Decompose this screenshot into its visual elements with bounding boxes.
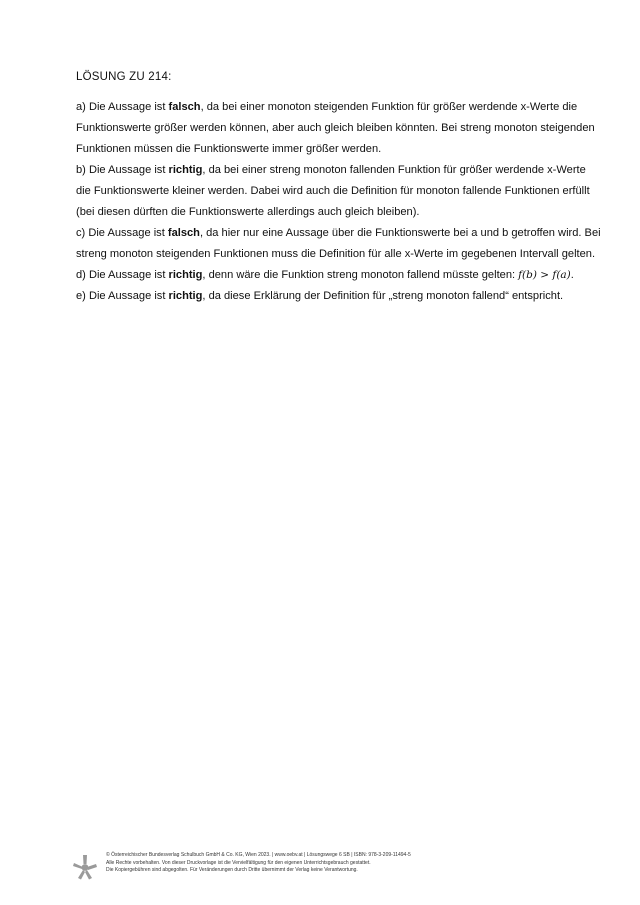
solution-a-prefix: a) Die Aussage ist <box>76 101 169 113</box>
solution-c-line-2: streng monoton steigenden Funktionen muss die Definition für alle x-Werte im gegebenen Intervall gelten. <box>76 248 596 260</box>
solution-d-text: , denn wäre die Funktion streng monoton fallend müsste gelten: <box>202 269 519 281</box>
solution-a-line-2: Funktionswerte größer werden können, aber auch gleich bleiben könnten. Bei streng monoton steigenden <box>76 122 595 134</box>
solution-a-text: , da bei einer monoton steigenden Funktion für größer werdende x-Werte die <box>200 101 578 113</box>
solution-b-prefix: b) Die Aussage ist <box>76 164 169 176</box>
copyright-line-3: Die Kopiergebühren sind abgegolten. Für Veränderungen durch Dritte übernimmt der Verlag keine Verantwortung. <box>106 867 358 874</box>
copyright-notice <box>106 852 411 875</box>
solution-a-verdict: falsch <box>168 101 201 113</box>
copyright-line-2: Alle Rechte vorbehalten. Von dieser Druckvorlage ist die Vervielfältigung für den eigenen Unterrichtsgebrauch gestattet. <box>106 859 371 866</box>
solution-e-text: , da diese Erklärung der Definition für „streng monoton fallend“ entspricht. <box>202 290 564 302</box>
solution-body <box>76 97 601 307</box>
solution-b-line-2: die Funktionswerte kleiner werden. Dabei wird auch die Definition für monoton fallende Funktionen erfüllt <box>76 185 590 197</box>
page-footer <box>72 852 592 882</box>
solution-d-line-1 <box>76 265 596 286</box>
solution-c-verdict: falsch <box>167 227 200 239</box>
publisher-logo-icon <box>72 854 98 880</box>
solution-e-verdict: richtig <box>168 290 203 302</box>
solution-b-line-3: (bei diesen dürften die Funktionswerte allerdings auch gleich bleiben). <box>76 206 420 218</box>
solution-d-prefix: d) Die Aussage ist <box>76 269 169 281</box>
solution-b-verdict: richtig <box>168 164 203 176</box>
solution-e-prefix: e) Die Aussage ist <box>76 290 169 302</box>
solution-a-line-3: Funktionen müssen die Funktionswerte immer größer werden. <box>76 143 382 155</box>
solution-heading: LÖSUNG ZU 214: <box>76 71 172 83</box>
solution-c-line-1 <box>76 223 601 244</box>
solution-a-line-1 <box>76 97 596 118</box>
solution-c-text: , da hier nur eine Aussage über die Funktionswerte bei a und b getroffen wird. Bei <box>199 227 601 239</box>
solution-b-text: , da bei einer streng monoton fallenden Funktion für größer werdende x-Werte <box>202 164 586 176</box>
solution-d-verdict: richtig <box>168 269 203 281</box>
solution-d-period: . <box>570 269 574 281</box>
solution-c-prefix: c) Die Aussage ist <box>76 227 168 239</box>
solution-b-line-1 <box>76 160 596 181</box>
copyright-line-1: © Österreichischer Bundesverlag Schulbuch GmbH & Co. KG, Wien 2023. | www.oebv.at | Lösungswege 6 SB | ISBN: 978-3-209-11494-5 <box>106 852 411 858</box>
solution-d-formula: f(b) > f(a) <box>518 269 571 281</box>
solution-e-line-1 <box>76 286 596 307</box>
